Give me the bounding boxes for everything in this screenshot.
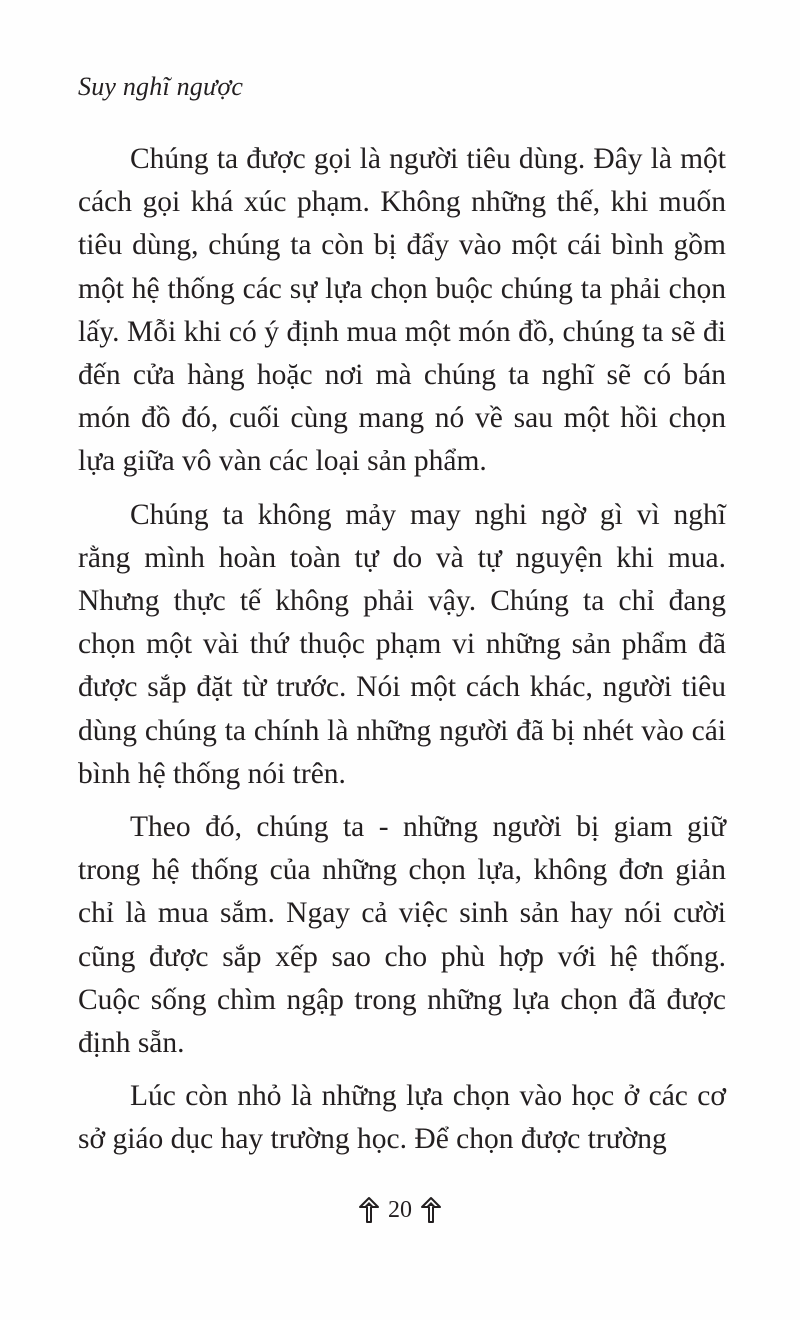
diamond-ornament-icon — [358, 1196, 380, 1224]
paragraph-4: Lúc còn nhỏ là những lựa chọn vào học ở các cơ sở giáo dục hay trường học. Để chọn được trường — [78, 1080, 726, 1156]
running-header-title: Suy nghĩ ngược — [78, 72, 244, 101]
page-number: 20 — [388, 1197, 412, 1223]
body-text — [78, 138, 726, 1162]
page-footer — [0, 1196, 800, 1224]
paragraph-1: Chúng ta được gọi là người tiêu dùng. Đây là một cách gọi khá xúc phạm. Không những thế, khi muốn tiêu dùng, chúng ta còn bị đẩy vào một cái bình gồm một hệ thống các sự lựa chọn buộc chúng ta phải chọn lấy. Mỗi khi có ý định mua một món đồ, chúng ta sẽ đi đến cửa hàng hoặc nơi mà chúng ta nghĩ sẽ có bán món đồ đó, cuối cùng mang nó về sau một hồi chọn lựa giữa vô vàn các loại sản phẩm. — [78, 143, 726, 478]
paragraph-2: Chúng ta không mảy may nghi ngờ gì vì nghĩ rằng mình hoàn toàn tự do và tự nguyện khi mua. Nhưng thực tế không phải vậy. Chúng ta chỉ đang chọn một vài thứ thuộc phạm vi những sản phẩm đã được sắp đặt từ trước. Nói một cách khác, người tiêu dùng chúng ta chính là những người đã bị nhét vào cái bình hệ thống nói trên. — [78, 498, 726, 790]
diamond-ornament-icon — [420, 1196, 442, 1224]
paragraph-3: Theo đó, chúng ta - những người bị giam giữ trong hệ thống của những chọn lựa, không đơn giản chỉ là mua sắm. Ngay cả việc sinh sản hay nói cười cũng được sắp xếp sao cho phù hợp với hệ thống. Cuộc sống chìm ngập trong những lựa chọn đã được định sẵn. — [78, 811, 726, 1060]
